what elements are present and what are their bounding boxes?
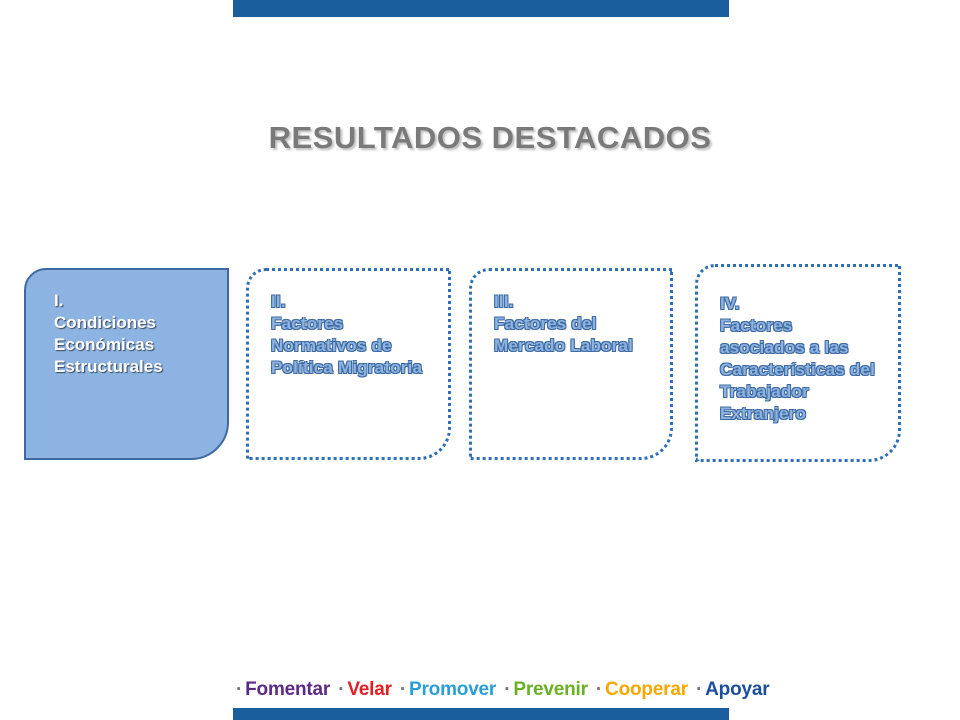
box-1-text [54, 290, 219, 378]
slogan-separator: · [338, 679, 345, 700]
box-3-number: III. [494, 292, 514, 311]
box-4-number: IV. [720, 294, 740, 313]
slogan-word-promover: Promover [409, 679, 497, 700]
box-factores-mercado-laboral[interactable] [469, 268, 673, 460]
box-4-text [720, 293, 890, 425]
slogan-separator: · [236, 679, 243, 700]
box-factores-trabajador-extranjero[interactable] [695, 264, 901, 462]
box-4-line: Factores [720, 316, 793, 335]
box-2-line: Factores [271, 314, 344, 333]
box-2-text [271, 291, 440, 379]
box-1-line: Condiciones [54, 313, 157, 332]
slogan-separator: · [399, 679, 407, 700]
bottom-banner-bar [233, 708, 729, 720]
slogan-word-velar: Velar [347, 679, 392, 700]
box-2-line: Normativos de [271, 336, 392, 355]
slogan-word-cooperar: Cooperar [605, 679, 688, 700]
box-4-line: Extranjero [720, 404, 807, 423]
slogan-word-fomentar: Fomentar [245, 679, 331, 700]
top-banner-bar [233, 0, 729, 17]
slogan-word-apoyar: Apoyar [705, 679, 770, 700]
box-condiciones-economicas[interactable] [24, 268, 229, 460]
box-1-number: I. [54, 291, 64, 310]
slogan-separator: · [696, 679, 703, 700]
slogan-word-prevenir: Prevenir [513, 679, 588, 700]
box-2-line: Política Migratoria [271, 358, 423, 377]
box-2-number: II. [271, 292, 286, 311]
box-factores-normativos[interactable] [246, 268, 451, 460]
page-title: RESULTADOS DESTACADOS [268, 120, 712, 155]
slogan-separator: · [595, 679, 603, 700]
box-1-line: Económicas [54, 335, 155, 354]
box-3-line: Factores del [494, 314, 597, 333]
box-3-line: Mercado Laboral [494, 336, 634, 355]
slogan-separator: · [504, 679, 511, 700]
slogan [233, 679, 770, 701]
box-4-line: Características del [720, 360, 875, 379]
box-1-line: Estructurales [54, 357, 163, 376]
box-4-line: asociados a las [720, 338, 849, 357]
box-4-line: Trabajador [720, 382, 809, 401]
box-3-text [494, 291, 662, 357]
